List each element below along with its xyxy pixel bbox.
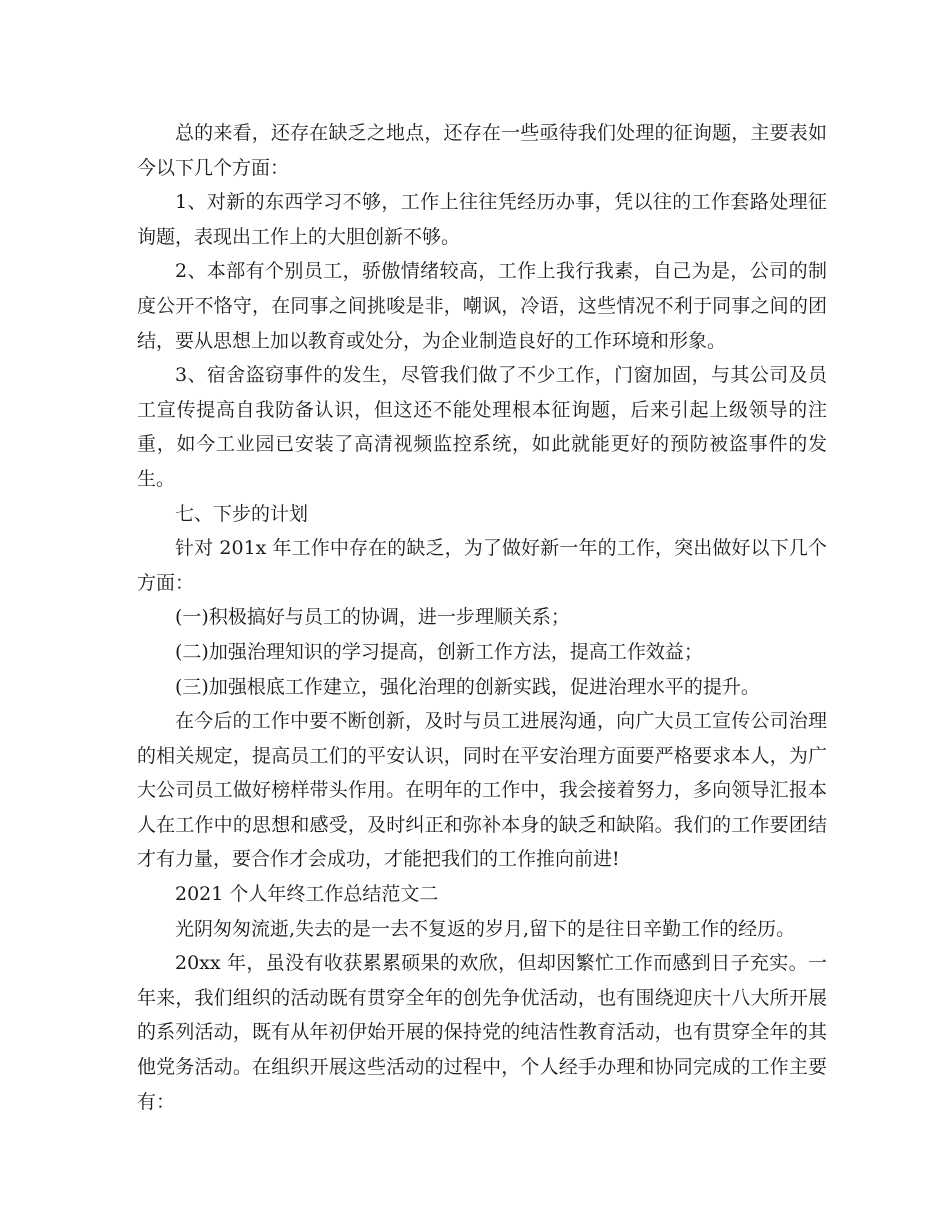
document-body (137, 116, 827, 1119)
plan-item-1: (一)积极搞好与员工的协调，进一步理顺关系； (175, 606, 570, 629)
section-heading-sample-two: 2021 个人年终工作总结范文二 (175, 883, 439, 906)
plan-item-3: (三)加强根底工作建立，强化治理的创新实践，促进治理水平的提升。 (175, 675, 760, 698)
plan-item-2: (二)加强治理知识的学习提高，创新工作方法，提高工作效益； (175, 640, 703, 663)
paragraph-issue-3: 3、宿舍盗窃事件的发生，尽管我们做了不少工作，门窗加固，与其公司及员工宣传提高自我防备认识，但这还不能处理根本征询题，后来引起上级领导的注重，如今工业园已安装了高清视频监控系统，如此就能更好的预防被盗事件的发生。 (137, 364, 827, 490)
paragraph-issue-1: 1、对新的东西学习不够，工作上往往凭经历办事，凭以往的工作套路处理征询题，表现出工作上的大胆创新不够。 (137, 191, 827, 248)
paragraph-summary: 总的来看，还存在缺乏之地点，还存在一些亟待我们处理的征询题，主要表如今以下几个方面： (137, 122, 827, 179)
paragraph-plan-intro: 针对 201x 年工作中存在的缺乏，为了做好新一年的工作，突出做好以下几个方面： (137, 537, 827, 594)
paragraph-issue-2: 2、本部有个别员工，骄傲情绪较高，工作上我行我素，自己为是，公司的制度公开不恪守，在同事之间挑唆是非，嘲讽，冷语，这些情况不利于同事之间的团结，要从思想上加以教育或处分，为企业制造良好的工作环境和形象。 (137, 260, 827, 352)
paragraph-outlook: 在今后的工作中要不断创新，及时与员工进展沟通，向广大员工宣传公司治理的相关规定，提高员工们的平安认识，同时在平安治理方面要严格要求本人，为广大公司员工做好榜样带头作用。在明年的工作中，我会接着努力，多向领导汇报本人在工作中的思想和感受，及时纠正和弥补本身的缺乏和缺陷。我们的工作要团结才有力量，要合作才会成功，才能把我们的工作推向前进! (137, 710, 827, 871)
paragraph-year-review: 20xx 年，虽没有收获累累硕果的欢欣，但却因繁忙工作而感到日子充实。一年来，我们组织的活动既有贯穿全年的创先争优活动，也有围绕迎庆十八大所开展的系列活动，既有从年初伊始开展的保持党的纯洁性教育活动，也有贯穿全年的其他党务活动。在组织开展这些活动的过程中，个人经手办理和协同完成的工作主要有： (137, 952, 827, 1113)
paragraph-time-passing: 光阴匆匆流逝,失去的是一去不复返的岁月,留下的是往日辛勤工作的经历。 (175, 917, 796, 940)
section-heading-plan: 七、下步的计划 (175, 502, 309, 525)
